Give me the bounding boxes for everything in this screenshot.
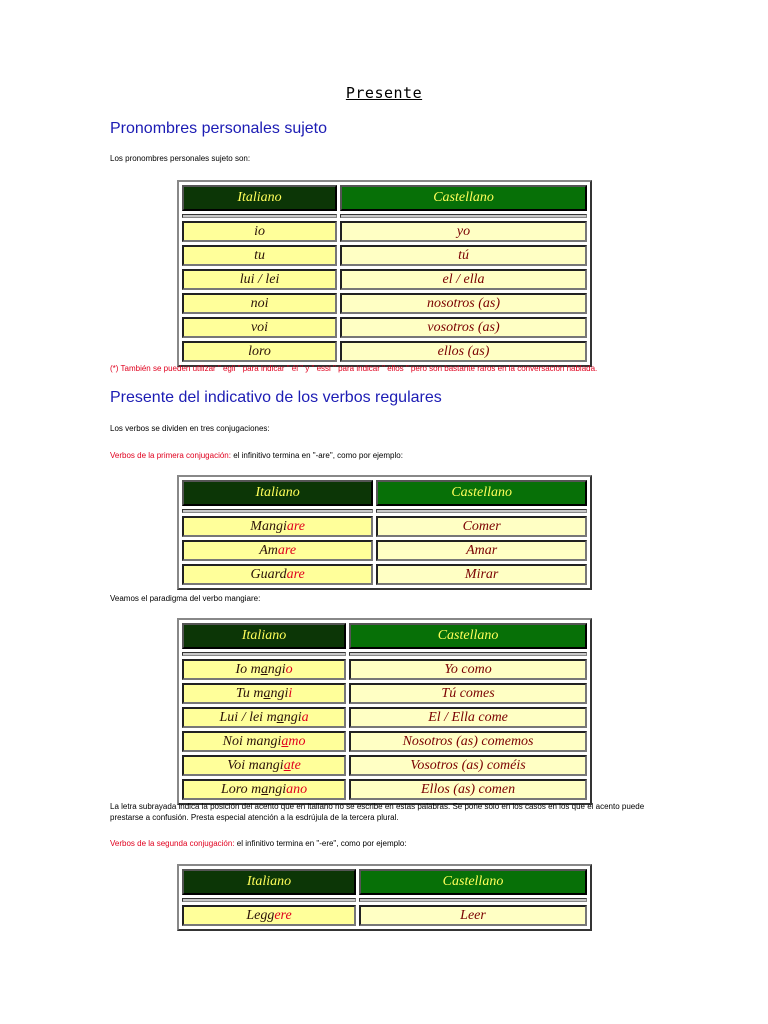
pronombres-note: (*) También se pueden utilizar " egli " para indicar " él " y " essi " para indicar " ellos " pero son bastante raros en la conversación hablada.	[110, 364, 598, 373]
table-row: Io mangio Yo como	[182, 659, 587, 680]
pronombres-intro: Los pronombres personales sujeto son:	[110, 154, 251, 163]
segunda-conjugacion-line	[110, 838, 407, 849]
table-row: Tu mangii Tú comes	[182, 683, 587, 704]
header-italiano: Italiano	[182, 480, 373, 506]
table-row: Amare Amar	[182, 540, 587, 561]
header-castellano: Castellano	[359, 869, 587, 895]
primera-conjugacion-label: Verbos de la primera conjugación:	[110, 451, 231, 460]
header-italiano: Italiano	[182, 869, 356, 895]
table-row: io yo	[182, 221, 587, 242]
table-row: Lui / lei mangia El / Ella come	[182, 707, 587, 728]
table-row: Leggere Leer	[182, 905, 587, 926]
primera-conjugacion-table	[177, 475, 592, 590]
pronombres-table	[177, 180, 592, 367]
table-row: noi nosotros (as)	[182, 293, 587, 314]
segunda-conjugacion-label: Verbos de la segunda conjugación:	[110, 839, 235, 848]
table-row: tu tú	[182, 245, 587, 266]
segunda-conjugacion-text: el infinitivo termina en "-ere", como por ejemplo:	[234, 839, 407, 848]
table-row: Loro mangiano Ellos (as) comen	[182, 779, 587, 800]
header-italiano: Italiano	[182, 185, 337, 211]
table-row: Noi mangiamo Nosotros (as) comemos	[182, 731, 587, 752]
header-castellano: Castellano	[340, 185, 587, 211]
paradigma-table	[177, 618, 592, 805]
section-heading-pronombres: Pronombres personales sujeto	[110, 120, 328, 137]
acento-note: La letra subrayada indica la posición del acento que en italiano no se escribe en estas palabras. Se pone sólo en los casos en los que el acento puede prestarse a confusión. Presta especial atención a la esdrújula de la tercera plural.	[110, 802, 645, 822]
segunda-conjugacion-table	[177, 864, 592, 931]
primera-conjugacion-line	[110, 450, 403, 461]
header-italiano: Italiano	[182, 623, 346, 649]
header-castellano: Castellano	[376, 480, 587, 506]
table-row: loro ellos (as)	[182, 341, 587, 362]
conjugaciones-intro: Los verbos se dividen en tres conjugaciones:	[110, 424, 270, 433]
table-row: Voi mangiate Vosotros (as) coméis	[182, 755, 587, 776]
section-heading-presente: Presente del indicativo de los verbos regulares	[110, 389, 442, 406]
page-title: Presente	[345, 84, 423, 102]
header-castellano: Castellano	[349, 623, 587, 649]
paradigma-intro: Veamos el paradigma del verbo mangiare:	[110, 594, 261, 603]
table-row: lui / lei el / ella	[182, 269, 587, 290]
table-row: Mangiare Comer	[182, 516, 587, 537]
primera-conjugacion-text: el infinitivo termina en "-are", como por ejemplo:	[230, 451, 403, 460]
table-row: voi vosotros (as)	[182, 317, 587, 338]
table-row: Guardare Mirar	[182, 564, 587, 585]
